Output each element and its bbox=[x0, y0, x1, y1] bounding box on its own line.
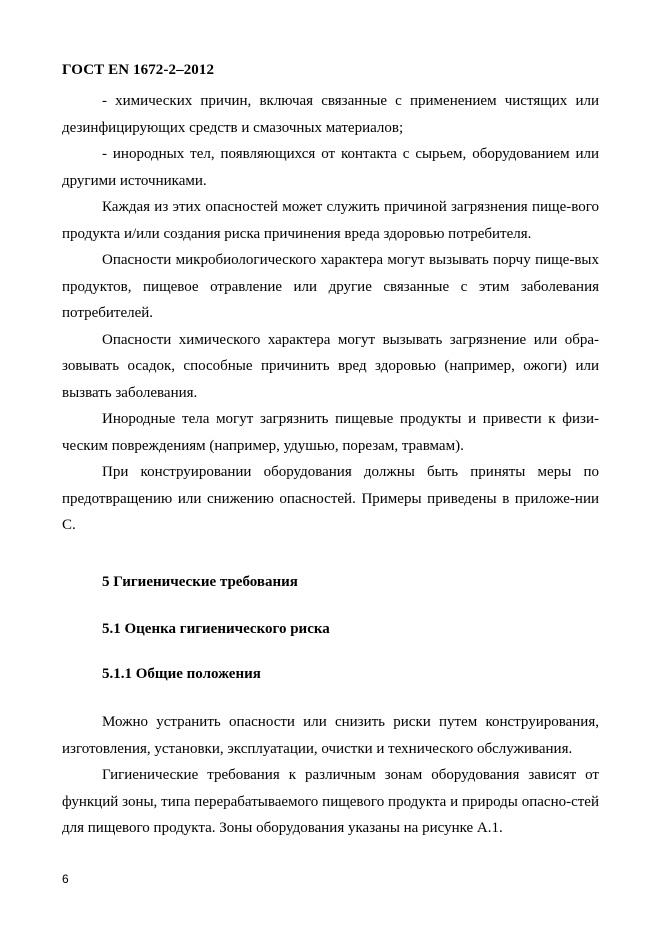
paragraph-design-measures: При конструировании оборудования должны быть приняты меры по предотвращению или снижению опасностей. Примеры приведены в приложе-нии С. bbox=[62, 464, 599, 533]
page-number: 6 bbox=[62, 872, 69, 886]
section-heading-5-1: 5.1 Оценка гигиенического риска bbox=[102, 621, 330, 637]
paragraph-hazard-contamination: Каждая из этих опасностей может служить причиной загрязнения пище-вого продукта и/или создания риска причинения вреда здоровью потребителя. bbox=[62, 199, 599, 242]
paragraph-foreign-body-hazards: Инородные тела могут загрязнить пищевые продукты и привести к физи-ческим повреждениям (например, удушью, порезам, травмам). bbox=[62, 411, 599, 454]
paragraph-foreign-bodies: - инородных тел, появляющихся от контакта с сырьем, оборудованием или другими источниками. bbox=[62, 146, 599, 189]
section-heading-5-1-1: 5.1.1 Общие положения bbox=[102, 666, 261, 682]
section-heading-5: 5 Гигиенические требования bbox=[102, 574, 298, 590]
paragraph-microbiological-hazards: Опасности микробиологического характера могут вызывать порчу пище-вых продуктов, пищевое отравление или другие связанные с этим заболевания потребителей. bbox=[62, 252, 599, 321]
standard-code-header: ГОСТ EN 1672-2–2012 bbox=[62, 62, 215, 78]
paragraph-eliminate-hazards: Можно устранить опасности или снизить риски путем конструирования, изготовления, установки, эксплуатации, очистки и технического обслуживания. bbox=[62, 714, 599, 757]
paragraph-chemical-causes: - химических причин, включая связанные с применением чистящих или дезинфицирующих средств и смазочных материалов; bbox=[62, 93, 599, 136]
paragraph-hygienic-zones: Гигиенические требования к различным зонам оборудования зависят от функций зоны, типа перерабатываемого пищевого продукта и природы опасно-стей для пищевого продукта. Зоны оборудования указаны на рисунке А.1. bbox=[62, 767, 599, 836]
intro-text-block bbox=[62, 88, 599, 539]
paragraph-chemical-hazards: Опасности химического характера могут вызывать загрязнение или обра-зовывать осадок, способные причинить вред здоровью (например, ожоги) или вызвать заболевания. bbox=[62, 331, 599, 401]
general-provisions-text-block bbox=[62, 709, 599, 842]
